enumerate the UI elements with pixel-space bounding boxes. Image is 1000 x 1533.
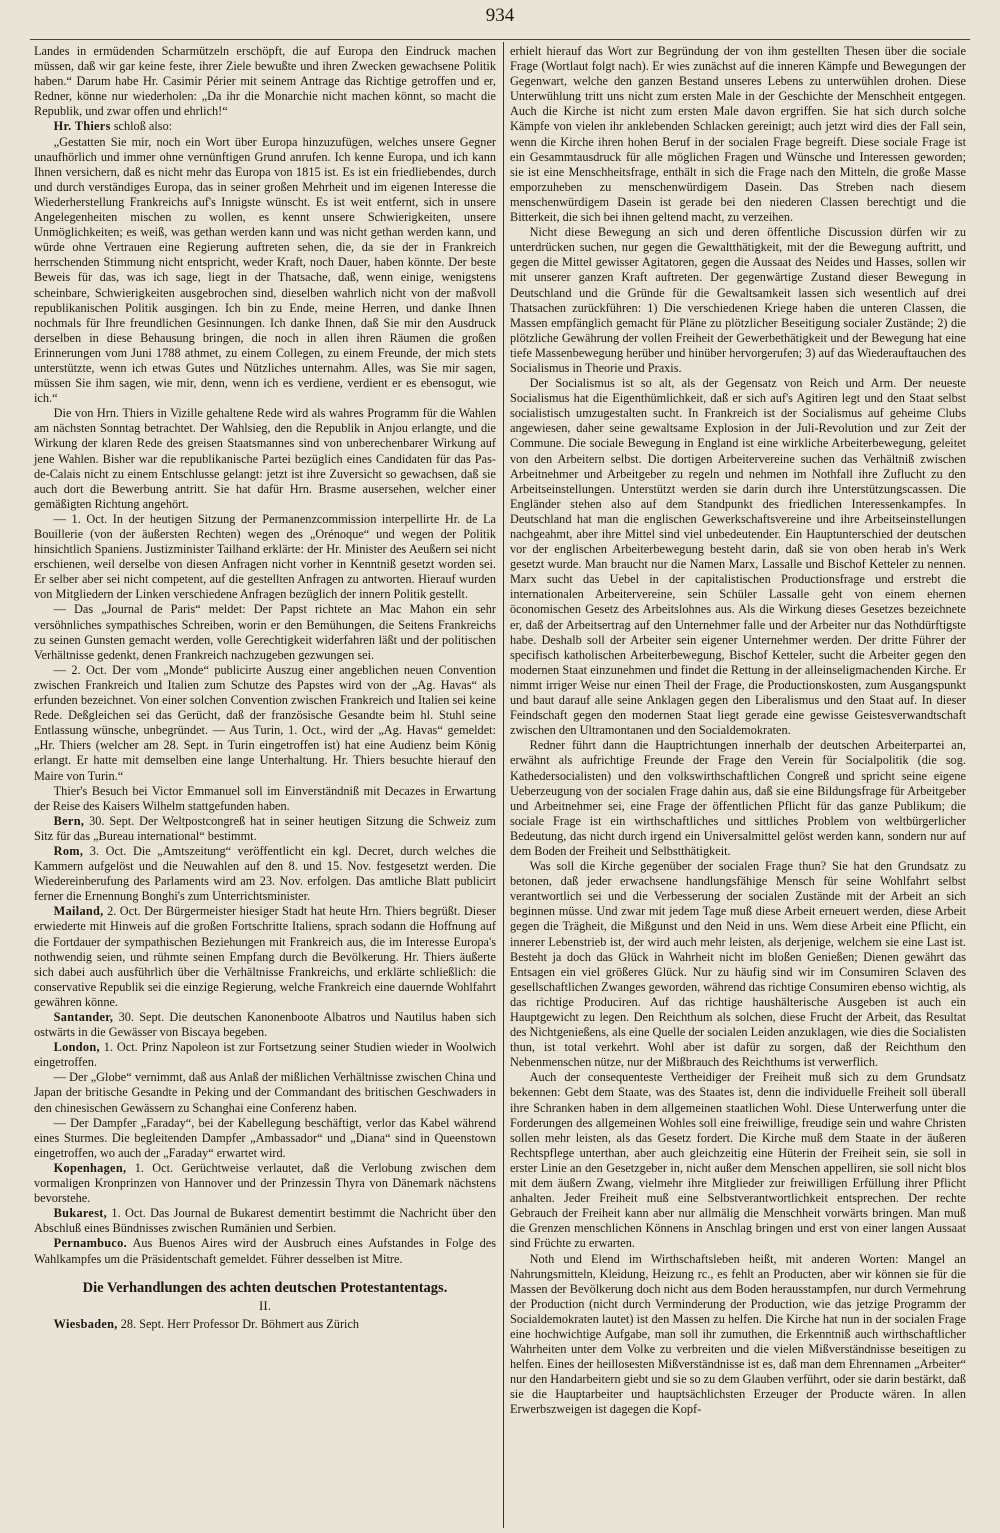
paragraph-text: „Gestatten Sie mir, noch ein Wort über Europa hinzuzufügen, welches unsere Gegner unaufhörlich und immer ohne vernünftigen Grund anrufen. Ich kenne Europa, und ich kann Ihnen versichern, daß es nicht mehr das Europa von 1815 ist. Es ist ein friedliebendes, durch und durch verständiges Europa, das in seiner großen Mehrheit und im eigenen Interesse die Wiederherstellung Frankreichs auf's Innigste wünscht. Es ist weit entfernt, sich in unsere Angelegenheiten mischen zu wollen, es kennt unsere Schwierigkeiten, unsere Unmöglichkeiten; es weiß, was gethan werden kann und was nicht gethan werden kann, und würde ohne Vertrauen eine Regierung auftreten sehen, die, da sie der in Frankreich herrschenden Stimmung nicht entspricht, weder Kraft, noch Dauer, haben könnte. Der beste Beweis für das, was ich sage, liegt in der Thatsache, daß, wenn einige, wenigstens scheinbare, Schwierigkeiten ausgebrochen sind, dieselben wahrlich nicht von der maßvoll republikanischen Politik ausgingen. Ich bin zu Ende, meine Herren, und danke Ihnen nochmals für Ihre freundlichen Gesinnungen. Ich danke Ihnen, daß Sie mir den Ausdruck derselben in diese Behausung bringen, die noch in allen ihren Räumen die großen Erinnerungen vom Juni 1788 athmet, zu einem Collegen, zu einem Freunde, der mich stets unterstützte, wenn ich etwas Gutes und Nützliches unternahm. Alles, was Sie mir sagen, müssen Sie ihm sagen, wie mir, denn, wenn ich es verdiene, verdient er es ebensogut, wie ich.“ — [34, 134, 496, 406]
right-column — [510, 44, 966, 1418]
article-paragraph — [34, 119, 496, 134]
article-paragraph — [34, 44, 496, 119]
paragraph-text: Auch der consequenteste Vertheidiger der Freiheit muß sich zu dem Grundsatz bekennen: Gebt dem Staate, was des Staates ist, denn die individuelle Freiheit soll überall ihre Schranken haben in dem allgemeinen staatlichen Wohl. Diese Unterwerfung unter die Forderungen des allgemeinen Wohles soll eine freiwillige, freudige sein und wahre Christen sollen mehr leisten, als das Gesetz fordert. Die Kirche muß dem Staate in der äußeren Rechtspflege unterthan, aber auch gleichzeitig eine Hüterin der Freiheit sein, sie soll in erster Linie an den Gesetzgeber in, nicht außer dem Menschen appelliren, sie soll nicht blos mit dem äußern Zwang, vielmehr ihre Mitglieder zur freiwilligen Erfüllung ihrer Pflicht anhalten. Jeder Freiheit muß eine Selbstverantwortlichkeit entsprechen. Der rechte Gebrauch der Freiheit kann aber nur allmälig die Menschheit vorwärts bringen. Man muß die Grenzen menschlichen Könnens in Anschlag bringen und erst von einer langen Aussaat sind Früchte zu erwarten. — [510, 1070, 966, 1251]
paragraph-text: 30. Sept. Die deutschen Kanonenboote Albatros und Nautilus haben sich ostwärts in die Gewässer von Biscaya begeben. — [34, 1010, 496, 1040]
paragraph-text: — 1. Oct. In der heutigen Sitzung der Permanenzcommission interpellirte Hr. de La Bouillerie (von der äußersten Rechten) wegen des „Orénoque“ und wegen der Politik hinsichtlich Spaniens. Justizminister Tailhand erklärte: der Hr. Minister des Aeußern sei nicht erschienen, weil derselbe von diesen Anfragen nicht vorher in Kenntniß gesetzt worden sei. Er selber aber sei nicht competent, auf die gestellten Anfragen zu antworten. Hierauf wurden von Mitgliedern der Linken verschiedene Anfragen bezüglich der innern Politik gestellt. — [34, 511, 496, 602]
paragraph-text: Der Socialismus ist so alt, als der Gegensatz von Reich und Arm. Der neueste Socialismus hat die Eigenthümlichkeit, daß er sich auf's Agitiren legt und den Staat selbst socialistisch umzugestalten sucht. In Frankreich ist der Socialismus auf geheime Clubs angewiesen, daher seine gewaltsame Explosion in der Juli-Revolution und zur Zeit der Commune. Die sociale Bewegung in England ist eine wirkliche Arbeiterbewegung, geleitet von den Arbeitern selbst. Die dortigen Arbeitervereine suchen das Verhältniß zwischen Arbeitnehmer und Arbeitgeber zu regeln und nehmen im Nothfall ihre Zuflucht zu den Arbeitseinstellungen. Unterstützt werden sie darin durch ihre Unterstützungscassen. Die Engländer stehen also auf dem Standpunkt des friedlichen Interessenkampfes. In Deutschland hat man die englischen Gewerkschaftsvereine und ihre Arbeitseinstellungen nachgeahmt, aber ihre Mittel sind viel unbedeutender. Ein Hauptunterschied der deutschen vor der englischen Arbeiterbewegung besteht darin, daß sie von oben herab in's Werk gesetzt wurde. Man braucht nur die Namen Marx, Lassalle und Bischof Ketteler zu nennen. Marx sucht das Uebel in der capitalistischen Productionsfrage und erstrebt die internationalen Arbeitervereine, sein Schüler Lassalle geht von einem ehernen öconomischen Gesetz des Arbeitslohnes aus. Als die Wirkung dieses Gesetzes bezeichnete er, daß der Arbeitsertrag auf den Unternehmer falle und der Arbeiter nur das Nothdürftigste habe. Deshalb soll der Arbeiter sein eigener Unternehmer werden. Der dritte Führer der specifisch katholischen Arbeiterbewegung, Bischof Ketteler, sucht die Arbeiter gegen den modernen Staat einzunehmen und findet die Rettung in der alleinseligmachenden Kirche. Er nimmt irriger Weise nur einen Theil der Frage, die Productionskosten, zum Ausgangspunkt und baut darauf alle seine Anklagen gegen den Liberalismus und den Staat auf. In dieser Feindschaft gegen den modernen Staat liegt gerade eine gewisse Geistesverwandtschaft zwischen den Ultramontanen und den Socialdemokraten. — [510, 376, 966, 738]
article-paragraph — [34, 784, 496, 814]
article-paragraph — [34, 1010, 496, 1040]
article-paragraph — [510, 376, 966, 738]
paragraph-text: 1. Oct. Gerüchtweise verlautet, daß die Verlobung zwischen dem vormaligen Kronprinzen von Hannover und der Prinzessin Thyra von Dänemark nächstens bevorstehe. — [34, 1160, 496, 1206]
dateline: Pernambuco. — [53, 1236, 127, 1251]
article-paragraph — [34, 1070, 496, 1115]
paragraph-text: 3. Oct. Die „Amtszeitung“ veröffentlicht ein kgl. Decret, durch welches die Kammern aufgelöst und die Neuwahlen auf den 8. und 15. Nov. festgesetzt werden. Die Wiedereinberufung des Parlaments wird am 23. Nov. erfolgen. Das amtliche Blatt publicirt ferner die Ernennung Bonghi's zum Unterrichtsminister. — [34, 843, 497, 904]
paragraph-text: — 2. Oct. Der vom „Monde“ publicirte Auszug einer angeblichen neuen Convention zwischen Frankreich und Italien zum Schutze des Papstes wird von der „Ag. Havas“ als erfunden bezeichnet. Von einer solchen Convention zwischen Frankreich und Italien sei keine Rede. Deßgleichen sei das Gerücht, daß der französische Gesandte beim hl. Stuhl seine Entlassung wünsche, unbegründet. — Aus Turin, 1. Oct., wird der „Ag. Havas“ gemeldet: „Hr. Thiers (welcher am 28. Sept. in Turin eingetroffen ist) hat eine Audienz beim König erlangt. Er hatte mit demselben eine lange Unterhaltung. Hr. Thiers besuchte hierauf den Maire von Turin.“ — [34, 662, 496, 783]
section-heading: Die Verhandlungen des achten deutschen Protestantentags. — [82, 1279, 448, 1296]
dateline: Rom, — [53, 843, 84, 858]
article-paragraph — [34, 512, 496, 603]
paragraph-text: Was soll die Kirche gegenüber der socialen Frage thun? Sie hat den Grundsatz zu betonen, daß jeder erwachsene handlungsfähige Mensch für seine Wohlfahrt selbst verantwortlich sei und die Verbesserung der socialen Zustände mit der Arbeit an sich beginnen müsse. Und zwar mit jedem Tage muß diese Arbeit erneuert werden, diese Arbeit gegen die Trägheit, die Mißgunst und den Neid in uns. Wem diese Arbeit eine Pflicht, ein innerer Lebenstrieb ist, der wird auch mehr leisten, als derjenige, welchem sie eine Last ist. Besteht ja doch das Glück in Wahrheit nicht im bloßen Genießen; Dienen gewährt das Entsagen ein viel größeres Glück. Nur zu häufig sind wir im Consumiren Sclaven des gesellschaftlichen Zwanges geworden, während das richtige Consumiren ebenso wichtig, als das richtige Produciren. Auf das richtige haushälterische Ausgeben ist auch ein Hauptgewicht zu legen. Den Reichthum als solchen, diese Frucht der Arbeit, das Resultat des Nichtgenießens, als eine Quelle der socialen Leiden anzuklagen, wie dies die Socialisten thun, ist total verkehrt. Wohl aber ist dafür zu sorgen, daß der Reichthum den Nebenmenschen nütze, nur der Mißbrauch des Reichthums ist verwerflich. — [510, 859, 966, 1070]
dateline: London, — [53, 1040, 100, 1055]
article-paragraph — [34, 406, 496, 512]
article-paragraph — [34, 1317, 496, 1332]
page-number: 934 — [485, 5, 515, 26]
paragraph-text: Aus Buenos Aires wird der Ausbruch eines Aufstandes in Folge des Wahlkampfes um die Präsidentschaft gemeldet. Führer desselben ist Mitre. — [34, 1236, 496, 1266]
left-column — [34, 44, 496, 1332]
paragraph-lead: Hr. Thiers — [53, 119, 111, 134]
paragraph-text: Noth und Elend im Wirthschaftsleben heißt, mit anderen Worten: Mangel an Nahrungsmitteln, Kleidung, Heizung rc., es fehlt an Producten, aber wir können sie für die Massen der Bevölkerung doch nicht aus dem Boden herausstampfen, nur durch Vermehrung der Production (nicht durch Verminderung der Production, wie das jetzige Programm der Socialdemokraten lautet) ist den Massen zu helfen. Die Kirche hat nun in der socialen Frage eine hochwichtige Aufgabe, man soll ihr zumuthen, die Erkenntniß auch wirthschaftlicher Wahrheiten unter dem Volke zu verbreiten und die vielen Mißverständnisse beseitigen zu helfen. Eines der heillosesten Mißverständnisse ist es, daß man dem Ehrennamen „Arbeiter“ nur den Handarbeitern giebt und sie so zu dem Glauben verführt, oder sie darin bestärkt, daß sie die Hauptarbeiter und hauptsächlichsten Erzeuger der Producte wären. In allen Erwerbszweigen ist dagegen die Kopf- — [510, 1251, 966, 1417]
article-paragraph — [34, 1161, 496, 1206]
header-rule — [30, 39, 970, 40]
paragraph-text: — Der Dampfer „Faraday“, bei der Kabellegung beschäftigt, verlor das Kabel während eines Sturmes. Die begleitenden Dampfer „Ambassador“ und „Diana“ sind in Queenstown eingetroffen, wo auch der „Faraday“ erwartet wird. — [34, 1115, 496, 1160]
article-paragraph — [34, 904, 496, 1010]
paragraph-text: 1. Oct. Das Journal de Bukarest dementirt bestimmt die Nachricht über den Abschluß eines Bündnisses zwischen Rumänien und Serbien. — [34, 1206, 496, 1236]
paragraph-text: 1. Oct. Prinz Napoleon ist zur Fortsetzung seiner Studien wieder in Woolwich eingetroffen. — [34, 1040, 496, 1070]
paragraph-text: — Das „Journal de Paris“ meldet: Der Papst richtete an Mac Mahon ein sehr versöhnliches sympathisches Schreiben, worin er den Bemühungen, die Seitens Frankreichs zu seinen Gunsten gemacht werden, volle Gerechtigkeit widerfahren läßt und der politischen Verhältnisse gedenkt, denen Frankreich nachzugeben gezwungen sei. — [34, 602, 496, 662]
paragraph-text: Nicht diese Bewegung an sich und deren öffentliche Discussion dürfen wir zu unterdrücken suchen, nur gegen die Gewaltthätigkeit, mit der die Bewegung auftritt, und gegen die Mittel gewisser Agitatoren, gegen die Aussaat des Neides und Hasses, sollen wir mit unserer ganzen Kraft auftreten. Der gegenwärtige Zustand dieser Bewegung in Deutschland und die Gründe für die Gewaltsamkeit lassen sich wesentlich auf drei Thatsachen zurückführen: 1) Die verschiedenen Kriege haben die unteren Classen, die Massen empfänglich gemacht für Pläne zu plötzlicher Beseitigung socialer Zustände; 2) die plötzliche Gewährung der vollen Freiheit der Gewerbethätigkeit und der Bewegung hat eine tiefe Massenbewegung herüber und hinüber hervorgerufen; 3) auf das Wiederauftauchen des Socialismus in Theorie und Praxis. — [510, 225, 966, 375]
dateline: Bukarest, — [53, 1206, 108, 1221]
article-paragraph — [510, 859, 966, 1070]
article-paragraph — [34, 1206, 496, 1236]
dateline: Wiesbaden, — [53, 1316, 118, 1331]
paragraph-text: Thier's Besuch bei Victor Emmanuel soll im Einverständniß mit Decazes in Erwartung der Reise des Kaisers Wilhelm stattgefunden haben. — [34, 783, 496, 813]
section-part-number: II. — [259, 1297, 271, 1313]
article-paragraph — [34, 1116, 496, 1161]
article-paragraph — [34, 814, 496, 844]
paragraph-text: 28. Sept. Herr Professor Dr. Böhmert aus Zürich — [120, 1316, 360, 1331]
paragraph-text: Redner führt dann die Hauptrichtungen innerhalb der deutschen Arbeiterpartei an, erwähnt als aufrichtige Freunde der Frage den Verein für Socialpolitik (die sog. Kathedersocialisten) und den volkswirthschaftlichen Congreß und spricht seine eigene Ueberzeugung von der socialen Frage dahin aus, daß sie eine Bildungsfrage für Arbeitgeber und Arbeitnehmer sei, eine Frage der öffentlichen Pflicht für das ganze Publikum; die sociale Frage ist ein wirthschaftliches und sittliches Problem von weltbürgerlicher Bedeutung, das nicht durch irgend ein Universalmittel gelöst werden kann, sondern nur auf dem Boden der Freiheit und Selbstthätigkeit. — [510, 738, 966, 858]
paragraph-text: Die von Hrn. Thiers in Vizille gehaltene Rede wird als wahres Programm für die Wahlen am nächsten Sonntag betrachtet. Der Wahlsieg, den die Republik in Anjou erlangte, und die Wirkung der klaren Rede des greisen Staatsmannes sind von unberechenbarer Wirkung auf jene Wahlen. Bisher war die republikanische Partei bezüglich eines Candidaten für das Pas-de-Calais nicht zu einem Entschlusse gelangt: jetzt ist ihre Zuversicht so gewachsen, daß sie auch dort die Bewerbung antritt. Sie hat dafür Hrn. Brasme ausersehen, welcher einer gemäßigten Richtung angehört. — [34, 406, 496, 511]
article-paragraph — [510, 225, 966, 376]
paragraph-text: 30. Sept. Der Weltpostcongreß hat in seiner heutigen Sitzung die Schweiz zum Sitz für das „Bureau international“ bestimmt. — [34, 813, 497, 843]
paragraph-text: 2. Oct. Der Bürgermeister hiesiger Stadt hat heute Hrn. Thiers begrüßt. Dieser erwiederte mit Hinweis auf die großen Fortschritte Italiens, sprach sodann die Hoffnung auf die Fortdauer der sympathischen Beziehungen mit Frankreich aus, die im Interesse Europa's nothwendig seien, und rühmte seinen Empfang durch die Bevölkerung. Hr. Thiers äußerte sich dabei auch ausführlich über die Verhältnisse Frankreichs, und erklärte schließlich: die conservative Republik sei die einzige Regierung, welche Frankreich eine dauernde Wohlfahrt gewähren könne. — [34, 904, 497, 1009]
article-paragraph — [34, 602, 496, 662]
dateline: Mailand, — [53, 904, 104, 919]
article-paragraph — [34, 135, 496, 407]
paragraph-text: schloß also: — [113, 119, 173, 134]
article-paragraph — [34, 1236, 496, 1266]
dateline: Kopenhagen, — [53, 1160, 127, 1175]
article-paragraph — [510, 44, 966, 225]
dateline: Bern, — [53, 813, 85, 828]
dateline: Santander, — [53, 1010, 114, 1024]
article-paragraph — [510, 738, 966, 859]
article-paragraph — [34, 663, 496, 784]
paragraph-text: — Der „Globe“ vernimmt, daß aus Anlaß der mißlichen Verhältnisse zwischen China und Japan der britische Gesandte in Peking und der Commandant des britischen Geschwaders in den chinesischen Gewässern zu Schanghai eine Conferenz haben. — [34, 1070, 496, 1115]
paragraph-text: Landes in ermüdenden Scharmützeln erschöpft, die auf Europa den Eindruck machen müssen, daß wir gar keine feste, ihrer Ziele bewußte und ihren Zwecken gewachsene Politik haben.“ Darum habe Hr. Casimir Périer mit seinem Antrage das Richtige getroffen und er, Redner, könne nur wiederholen: „Da ihr die Monarchie nicht machen könnt, so macht die Republik, und zwar offen und ehrlich!“ — [34, 44, 496, 119]
paragraph-text: erhielt hierauf das Wort zur Begründung der von ihm gestellten Thesen über die sociale Frage (Wortlaut folgt nach). Er wies zunächst auf die inneren Kämpfe und Bewegungen der Gegenwart, welche den ganzen Bestand unseres Lebens zu unterwühlen drohen. Diese Unterwühlung tritt uns nicht zum ersten Male in der Geschichte der Menschheit entgegen. Auch die Kirche ist nicht zum ersten Male davon ergriffen. Sie hat sich durch solche Kämpfe von vielen ihr anklebenden Schlacken gereinigt; auch jetzt wird dies der Fall sein, wenn die Kirche ihren hohen Beruf in der socialen Frage begreift. Diese sociale Frage ist ein Gesammtausdruck für alle möglichen Fragen und Wünsche und Interessen geworden; sie ist eine Menschheitsfrage, enthält in sich die Frage nach den Mitteln, die große Masse emporzuheben zu menschenwürdigem Dasein. Das Streben nach diesem menschenwürdigem Dasein ist gerade bei den niederen Classen berechtigt und die Bitterkeit, die sich bei ihnen geltend macht, zu verzeihen. — [510, 44, 966, 225]
article-paragraph — [34, 844, 496, 904]
column-divider — [503, 42, 504, 1528]
article-paragraph — [510, 1070, 966, 1251]
article-paragraph — [510, 1252, 966, 1418]
article-paragraph — [34, 1040, 496, 1070]
